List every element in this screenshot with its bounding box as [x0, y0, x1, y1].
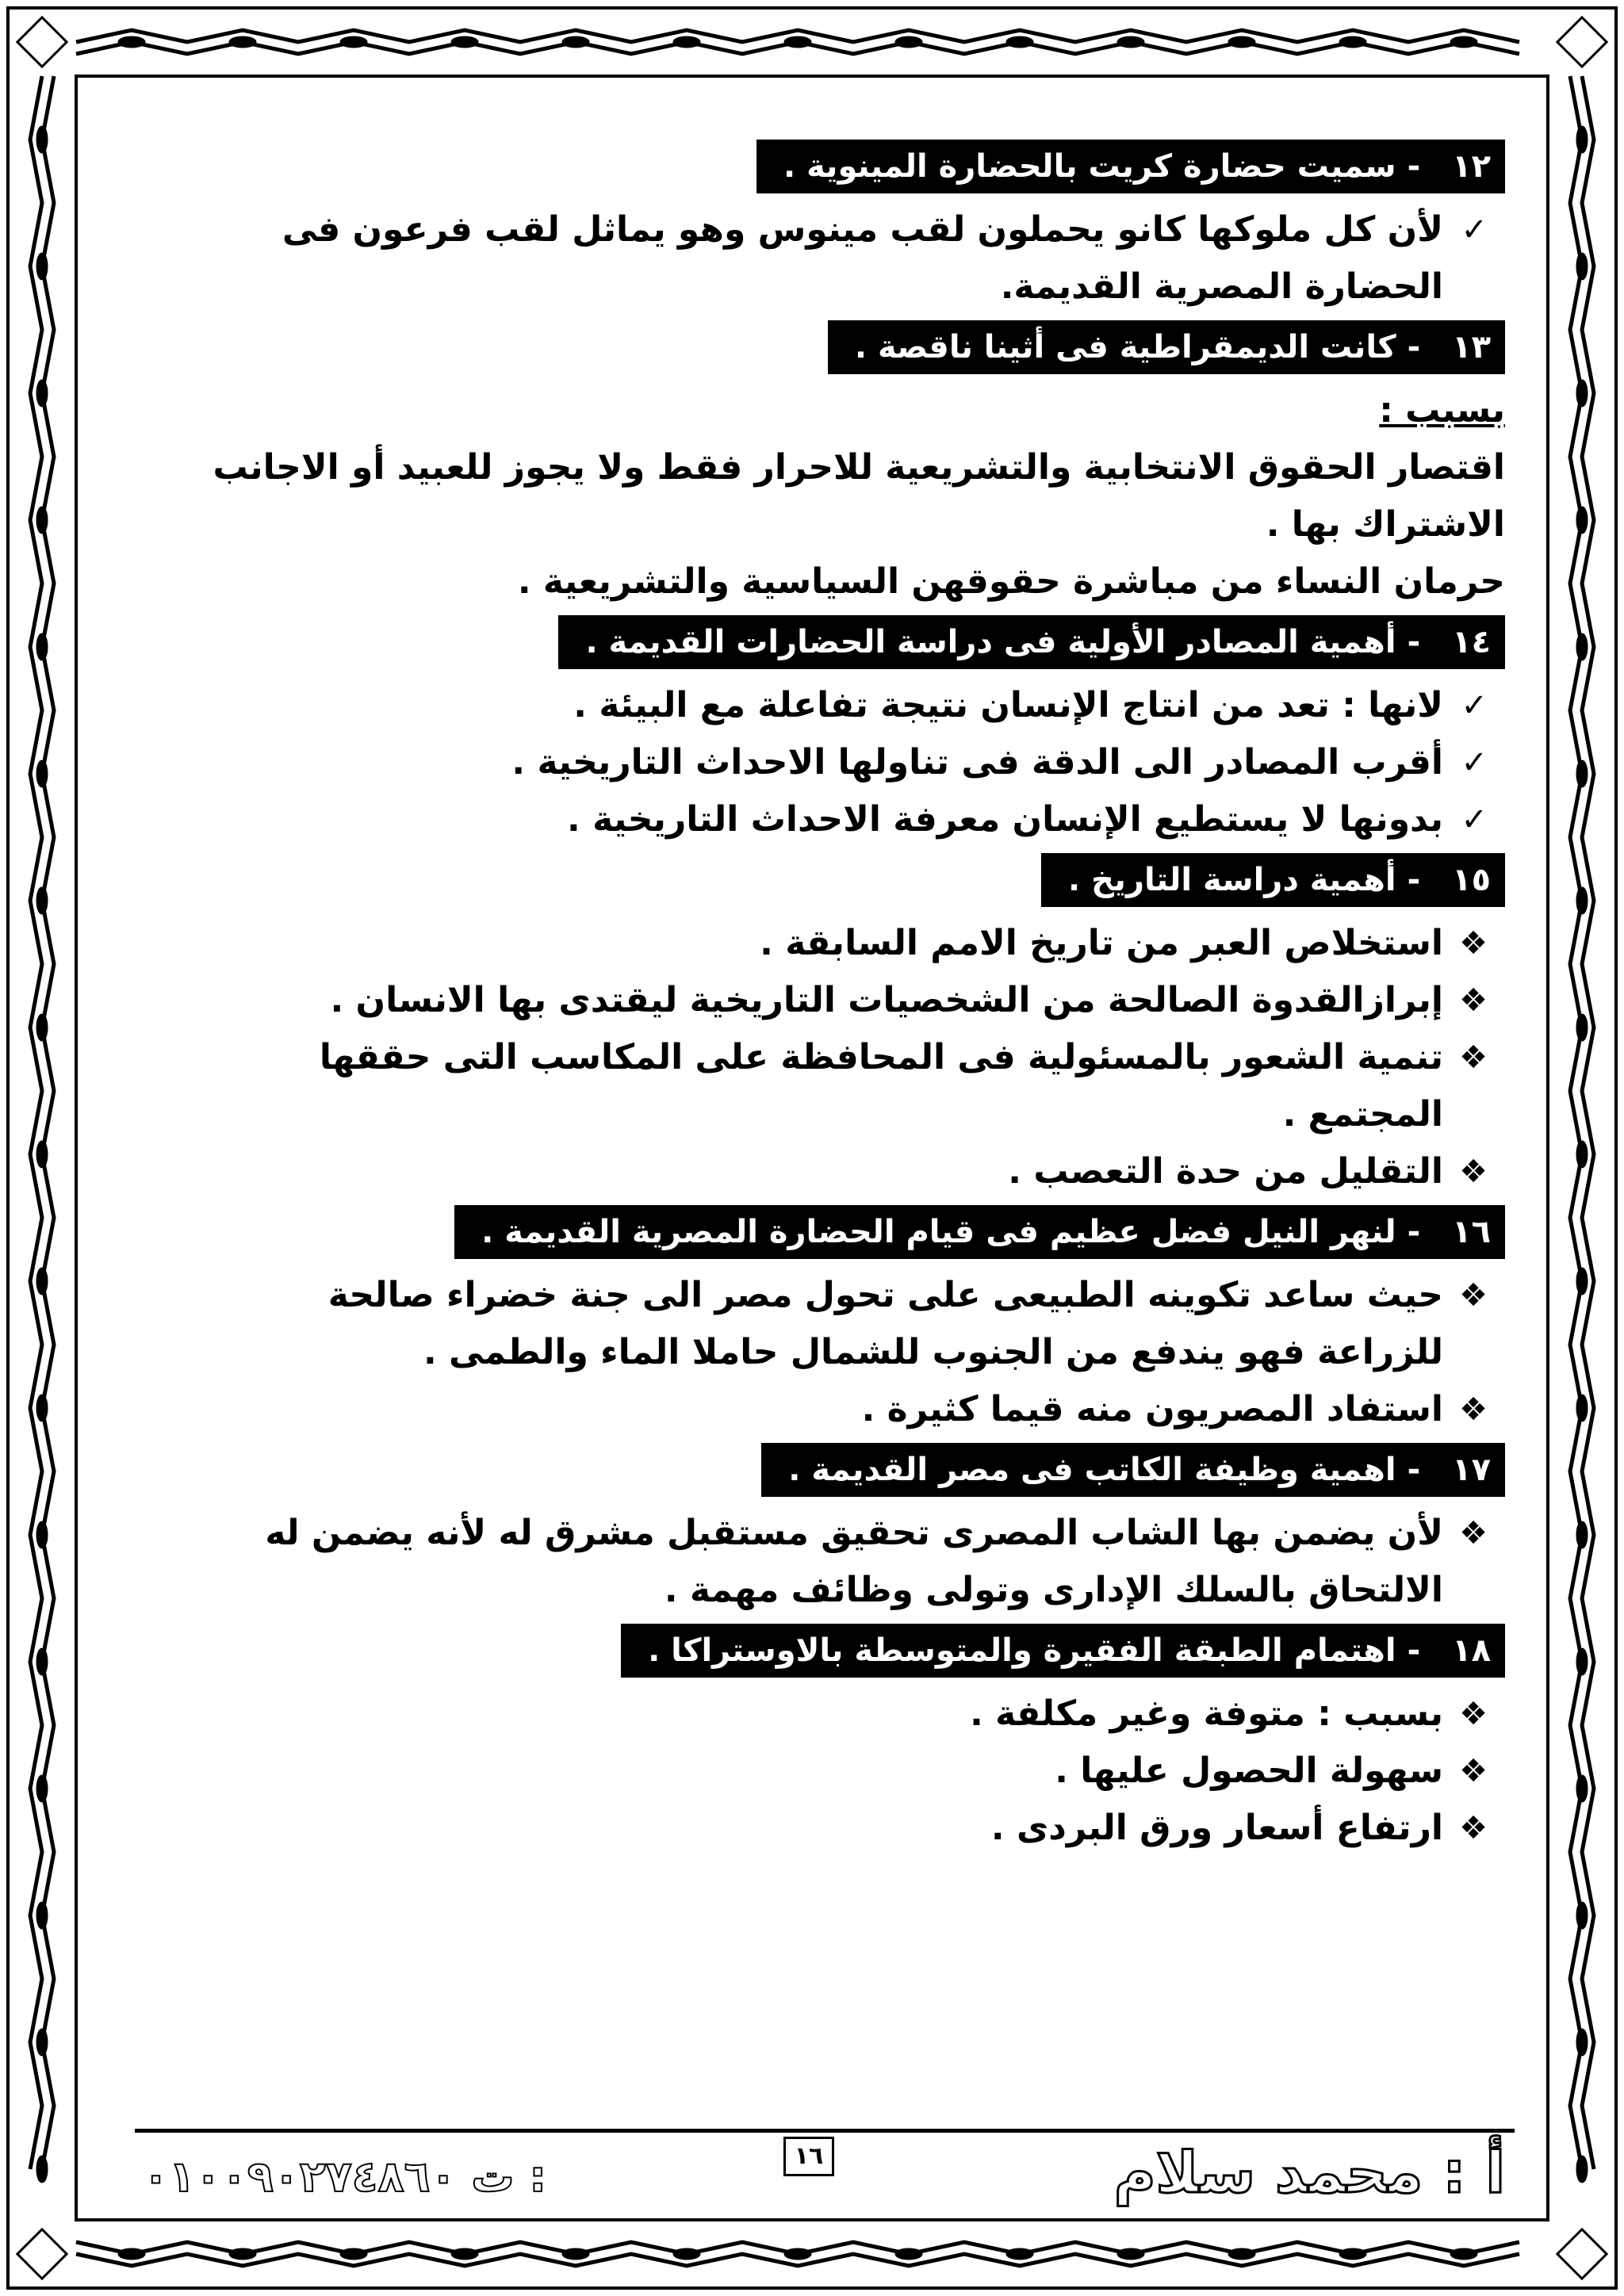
section-title-box	[761, 1443, 1505, 1497]
checkmark-icon: ✓	[1461, 687, 1488, 724]
section-dash: -	[1407, 1632, 1421, 1669]
diamond-bullet-icon: ❖	[1459, 982, 1488, 1019]
diamond-bullet-icon: ❖	[1459, 1696, 1488, 1732]
item-line: تنمية الشعور بالمسئولية فى المحافظة على المكاسب التى حققها المجتمع .	[319, 1037, 1443, 1135]
diamond-bullet-icon: ❖	[1459, 1810, 1488, 1846]
section-dash: -	[1407, 862, 1421, 898]
list-item	[182, 677, 1505, 734]
diamond-bullet-icon: ❖	[1459, 1154, 1488, 1190]
section-title-box	[756, 140, 1505, 193]
diamond-bullet-icon: ❖	[1459, 1277, 1488, 1314]
list-item	[182, 201, 1505, 316]
section-lead: بسبب :	[1379, 390, 1505, 430]
list-item	[182, 1505, 1505, 1619]
section-title: اهتمام الطبقة الفقيرة والمتوسطة بالاوستراكا .	[648, 1632, 1396, 1669]
checkmark-icon: ✓	[1461, 212, 1488, 248]
item-line: التقليل من حدة التعصب .	[1008, 1151, 1443, 1192]
section-header	[182, 615, 1505, 669]
list-item	[182, 1029, 1505, 1143]
item-line: لأن يضمن بها الشاب المصرى تحقيق مستقبل مشرق له لأنه يضمن له	[265, 1513, 1443, 1553]
section-number: ١٤	[1452, 624, 1491, 660]
section-title-box	[828, 320, 1505, 374]
item-line: حرمان النساء من مباشرة حقوقهن السياسية والتشريعية .	[517, 561, 1505, 602]
list-item	[182, 1143, 1505, 1200]
section-dash: -	[1407, 624, 1421, 660]
item-line: استفاد المصريون منه قيما كثيرة .	[861, 1389, 1443, 1429]
list-item	[182, 1267, 1505, 1381]
item-line: لأن كل ملوكها كانو يحملون لقب مينوس وهو يماثل لقب فرعون فى	[282, 209, 1443, 250]
list-item	[182, 972, 1505, 1029]
section-title-box	[621, 1624, 1505, 1678]
section-dash: -	[1407, 1214, 1421, 1250]
item-line: استخلاص العبر من تاريخ الامم السابقة .	[760, 923, 1443, 963]
section-header	[182, 1443, 1505, 1497]
item-line: بدونها لا يستطيع الإنسان معرفة الاحداث التاريخية .	[567, 799, 1443, 840]
item-line: الحضارة المصرية القديمة.	[1000, 266, 1443, 307]
section-header	[182, 1624, 1505, 1678]
section-number: ١٧	[1452, 1452, 1491, 1488]
item-line: حيث ساعد تكوينه الطبيعى على تحول مصر الى جنة خضراء صالحة	[327, 1275, 1443, 1315]
item-line: إبرازالقدوة الصالحة من الشخصيات التاريخية ليقتدى بها الانسان .	[330, 980, 1443, 1020]
section-header	[182, 853, 1505, 907]
diamond-bullet-icon: ❖	[1459, 1391, 1488, 1428]
section-header	[182, 320, 1505, 374]
section-title-box	[1041, 853, 1505, 907]
checkmark-icon: ✓	[1461, 802, 1488, 838]
section-dash: -	[1407, 329, 1421, 365]
list-item	[182, 1800, 1505, 1857]
page-content	[182, 135, 1505, 1857]
list-item	[182, 791, 1505, 848]
section-header	[182, 1205, 1505, 1259]
section-title: أهمية دراسة التاريخ .	[1067, 862, 1396, 898]
checkmark-icon: ✓	[1461, 744, 1488, 781]
item-line: ارتفاع أسعار ورق البردى .	[990, 1808, 1443, 1848]
diamond-bullet-icon: ❖	[1459, 925, 1488, 962]
author-name: أ : محمد سلام	[1113, 2139, 1505, 2206]
item-line: لانها : تعد من انتاج الإنسان نتيجة تفاعلة مع البيئة .	[573, 685, 1443, 725]
section-number: ١٨	[1452, 1632, 1491, 1669]
item-line: بسبب : متوفة وغير مكلفة .	[970, 1693, 1443, 1734]
section-title: اهمية وظيفة الكاتب فى مصر القديمة .	[788, 1452, 1396, 1488]
diamond-bullet-icon: ❖	[1459, 1753, 1488, 1789]
diamond-bullet-icon: ❖	[1459, 1039, 1488, 1076]
section-dash: -	[1407, 148, 1421, 185]
item-line: الالتحاق بالسلك الإدارى وتولى وظائف مهمة .	[664, 1570, 1443, 1610]
list-item	[182, 1381, 1505, 1438]
section-title: كانت الديمقراطية فى أثينا ناقصة .	[854, 329, 1396, 365]
list-item	[182, 915, 1505, 972]
item-line: اقتصار الحقوق الانتخابية والتشريعية للاحرار فقط ولا يجوز للعبيد أو الاجانب	[213, 447, 1505, 488]
section-number: ١٥	[1452, 862, 1491, 898]
section-header	[182, 140, 1505, 193]
section-title: لنهر النيل فضل عظيم فى قيام الحضارة المصرية القديمة .	[481, 1214, 1396, 1250]
section-number: ١٢	[1452, 148, 1491, 185]
list-item	[182, 553, 1505, 610]
list-item	[182, 439, 1505, 553]
section-title-box	[454, 1205, 1505, 1259]
section-number: ١٦	[1452, 1214, 1491, 1250]
item-line: أقرب المصادر الى الدقة فى تناولها الاحداث التاريخية .	[511, 742, 1443, 783]
section-dash: -	[1407, 1452, 1421, 1488]
list-item	[182, 734, 1505, 791]
page-number: ١٦	[783, 2137, 834, 2176]
item-line: سهولة الحصول عليها .	[1055, 1751, 1443, 1791]
phone-number: ت ٠١٠٠٩٠٢٧٤٨٦٠ :	[143, 2152, 546, 2202]
diamond-bullet-icon: ❖	[1459, 1515, 1488, 1552]
list-item	[182, 1686, 1505, 1743]
list-item	[182, 1743, 1505, 1800]
section-number: ١٣	[1452, 329, 1491, 365]
section-title: أهمية المصادر الأولية فى دراسة الحضارات القديمة .	[585, 624, 1396, 660]
item-line: الاشتراك بها .	[1266, 504, 1505, 545]
section-title: سميت حضارة كريت بالحضارة المينوية .	[783, 148, 1396, 185]
section-title-box	[558, 615, 1505, 669]
item-line: للزراعة فهو يندفع من الجنوب للشمال حاملا الماء والطمى .	[423, 1332, 1443, 1372]
